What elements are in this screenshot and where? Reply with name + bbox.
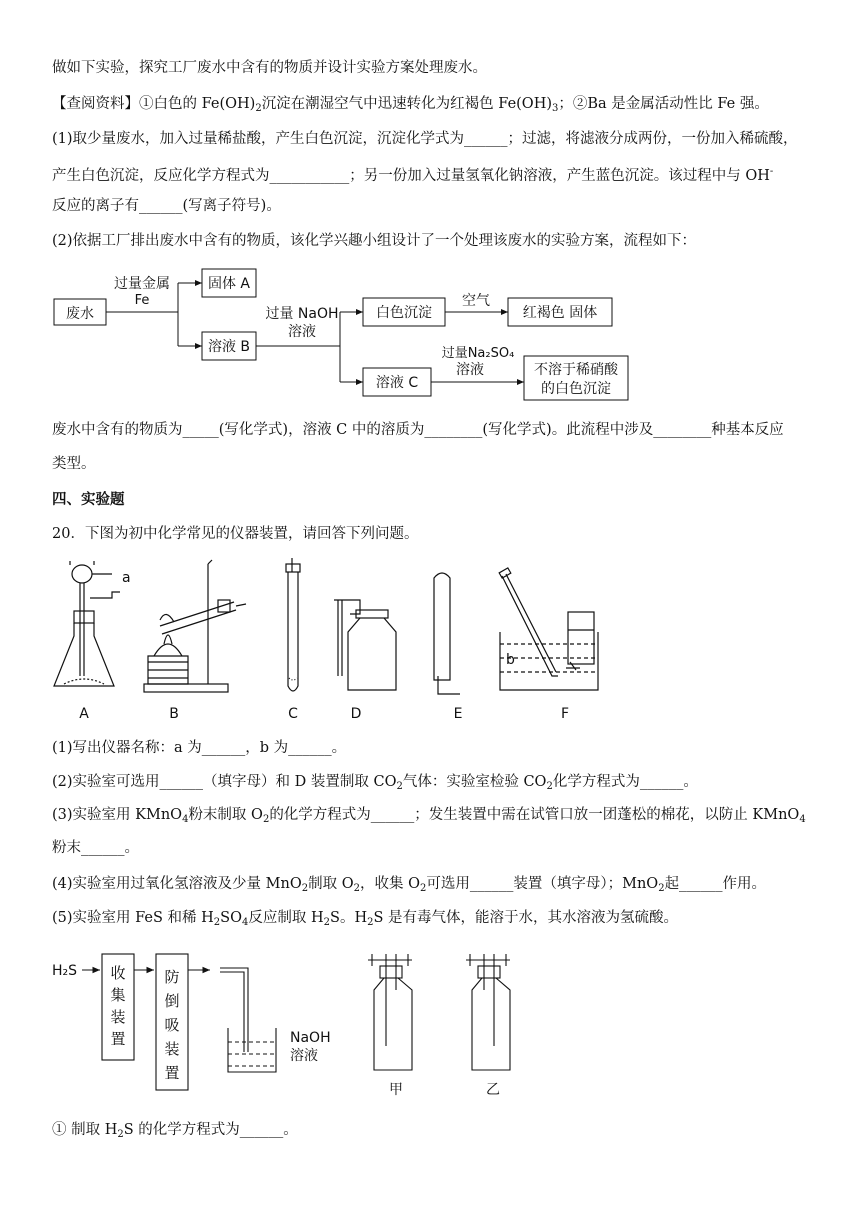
flow-white-ppt: 白色沉淀 [376, 305, 432, 321]
label-yi: 乙 [486, 1082, 500, 1098]
q1-line-2: 产生白色沉淀，反应化学方程式为___________；另一份加入过量氢氧化钠溶液，产生蓝色沉淀。该过程中与 OH- [52, 166, 774, 184]
flow-metal-bottom: Fe [134, 293, 150, 308]
q20-3-line-1: (3)实验室用 KMnO$_4$粉末制取 $O_2$的化学方程式为______；发生装置中需在试管口放一团蓬松的棉花，以防止 KMnO$_4$ [52, 807, 806, 825]
h2s-figure [50, 944, 550, 1104]
flow-solid-a: 固体 A [207, 276, 251, 292]
after-flow-line-2: 类型。 [52, 456, 96, 472]
section-title: 四、实验题 [52, 491, 125, 508]
flow-insoluble-1: 不溶于稀硝酸 [534, 362, 618, 378]
label-E: E [453, 706, 463, 722]
label-A: A [79, 706, 89, 722]
flow-metal-top: 过量金属 [114, 276, 170, 292]
q20-3-line-2: 粉末______。 [52, 840, 139, 856]
q1-line-1: (1)取少量废水，加入过量稀盐酸，产生白色沉淀，沉淀化学式为______；过滤，将滤液分成两份，一份加入稀硫酸， [52, 131, 798, 147]
apparatus-e [434, 573, 460, 694]
label-a: a [122, 570, 131, 586]
q20-5: (5)实验室用 FeS 和稀 $H_2SO_4$反应制取 $H_2S$。$H_2S$ 是有毒气体，能溶于水，其水溶液为氢硫酸。 [52, 910, 679, 928]
flow-na2so4-bottom: 溶液 [456, 362, 484, 378]
bottle-jia [368, 954, 412, 1070]
apparatus-b [144, 560, 246, 692]
collect-char-2: 集 [110, 986, 126, 1004]
anti-char-4: 装 [164, 1040, 180, 1058]
q20-stem: 20．下图为初中化学常见的仪器装置，请回答下列问题。 [52, 526, 419, 542]
flow-insoluble-2: 的白色沉淀 [541, 381, 611, 397]
label-naoh-2: 溶液 [290, 1048, 318, 1064]
collect-char-1: 收 [110, 964, 126, 982]
apparatus-d [334, 600, 396, 690]
flow-naoh-top: 过量 NaOH [265, 306, 339, 322]
q20-2: (2)实验室可选用______（填字母）和 D 装置制取 $CO_2$气体：实验室检验 $CO_2$化学方程式为______。 [52, 774, 698, 792]
collect-char-3: 装 [110, 1008, 126, 1026]
flow-diagram [40, 262, 660, 402]
apparatus-figure [50, 556, 630, 726]
apparatus-c [286, 558, 300, 691]
after-flow-line-1: 废水中含有的物质为_____(写化学式)，溶液 C 中的溶质为________(写化学式)。此流程中涉及________种基本反应 [52, 422, 784, 438]
label-B: B [169, 706, 179, 722]
flow-solution-b: 溶液 B [207, 339, 251, 355]
label-F: F [560, 706, 570, 722]
flow-red-solid: 红褐色 固体 [522, 305, 598, 321]
label-h2s: H₂S [52, 963, 78, 979]
anti-char-1: 防 [164, 968, 180, 986]
q20-1: (1)写出仪器名称：a 为______，b 为______。 [52, 740, 347, 756]
flow-air: 空气 [462, 293, 490, 309]
q1-line-3: 反应的离子有______(写离子符号)。 [52, 198, 281, 214]
flow-solution-c: 溶液 C [375, 375, 419, 391]
apparatus-f [499, 568, 598, 690]
q2-line-1: (2)依据工厂排出废水中含有的物质，该化学兴趣小组设计了一个处理该废水的实验方案，流程如下： [52, 233, 697, 249]
intro-text: 做如下实验，探究工厂废水中含有的物质并设计实验方案处理废水。 [52, 60, 487, 76]
flow-na2so4-top: 过量Na₂SO₄ [441, 346, 515, 361]
flow-wastewater: 废水 [66, 306, 94, 322]
apparatus-a [54, 561, 120, 686]
q20-5-1: ① 制取 $H_2S$ 的化学方程式为______。 [52, 1122, 298, 1140]
reference-text: 【查阅资料】①白色的 $Fe(OH)_2$沉淀在潮湿空气中迅速转化为红褐色 $Fe(OH)_3$；②Ba 是金属活动性比 Fe 强。 [52, 96, 769, 114]
label-D: D [350, 706, 362, 722]
flow-naoh-bottom: 溶液 [288, 324, 316, 340]
anti-char-3: 吸 [164, 1016, 180, 1034]
label-C: C [288, 706, 298, 722]
collect-char-4: 置 [110, 1030, 126, 1048]
anti-char-5: 置 [164, 1064, 180, 1082]
label-jia: 甲 [389, 1082, 403, 1098]
q20-4: (4)实验室用过氧化氢溶液及少量 MnO$_2$制取 $O_2$，收集 $O_2$可选用______装置（填字母）；MnO$_2$起______作用。 [52, 876, 767, 894]
label-naoh-1: NaOH [290, 1030, 331, 1046]
label-b: b [506, 652, 515, 668]
bottle-yi [466, 954, 510, 1070]
anti-char-2: 倒 [164, 992, 180, 1010]
